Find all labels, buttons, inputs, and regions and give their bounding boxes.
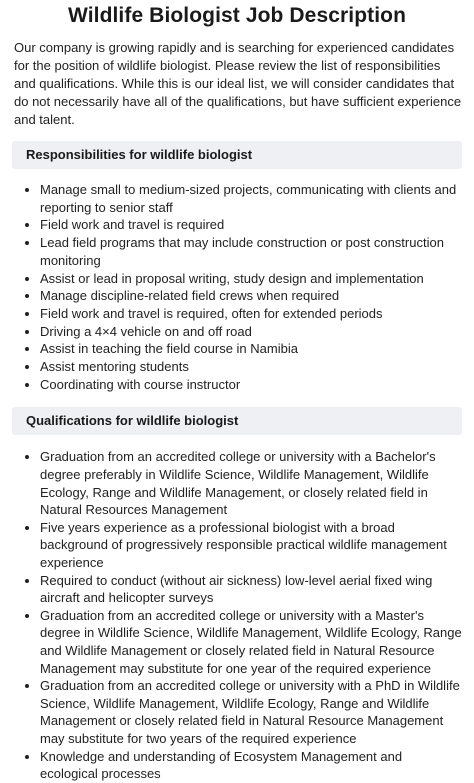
qualifications-list: [12, 448, 462, 782]
responsibilities-heading: Responsibilities for wildlife biologist: [12, 141, 462, 169]
list-item: • Graduation from an accredited college or university with a PhD in Wildlife Science, Wildlife Management, Wildlife Ecology, Range and Wildlife Management or closely related field in Natural Resource Management may substitute for two years of the required experience: [40, 677, 462, 747]
list-item: • Manage discipline-related field crews when required: [40, 287, 462, 305]
list-item: • Lead field programs that may include construction or post construction monitoring: [40, 234, 462, 269]
list-item: • Graduation from an accredited college or university with a Master's degree in Wildlife Science, Wildlife Management, Wildlife Ecology, Range and Wildlife Management or closely related field in Natural Resource Management may substitute for one year of the required experience: [40, 607, 462, 677]
list-item: • Graduation from an accredited college or university with a Bachelor's degree preferably in Wildlife Science, Wildlife Management, Wildlife Ecology, Range and Wildlife Management, or closely related field in Natural Resources Management: [40, 448, 462, 518]
list-item: • Coordinating with course instructor: [40, 376, 462, 394]
list-item: • Driving a 4×4 vehicle on and off road: [40, 323, 462, 341]
list-item: • Required to conduct (without air sickness) low-level aerial fixed wing aircraft and helicopter surveys: [40, 572, 462, 607]
list-item: • Manage small to medium-sized projects, communicating with clients and reporting to senior staff: [40, 181, 462, 216]
list-item: • Field work and travel is required: [40, 216, 462, 234]
list-item: • Assist or lead in proposal writing, study design and implementation: [40, 270, 462, 288]
responsibilities-list: [12, 181, 462, 393]
list-item: • Assist in teaching the field course in Namibia: [40, 340, 462, 358]
page-title: Wildlife Biologist Job Description: [67, 4, 407, 27]
list-item: • Field work and travel is required, often for extended periods: [40, 305, 462, 323]
list-item: • Five years experience as a professional biologist with a broad background of progressively responsible practical wildlife management experience: [40, 519, 462, 572]
intro-paragraph: Our company is growing rapidly and is searching for experienced candidates for the position of wildlife biologist. Please review the list of responsibilities and qualifications. While this is our ideal list, we will consider candidates that do not necessarily have all of the qualifications, but have sufficient experience and talent.: [14, 40, 462, 127]
list-item: • Assist mentoring students: [40, 358, 462, 376]
list-item: • Knowledge and understanding of Ecosystem Management and ecological processes: [40, 748, 462, 783]
qualifications-heading: Qualifications for wildlife biologist: [12, 407, 462, 435]
